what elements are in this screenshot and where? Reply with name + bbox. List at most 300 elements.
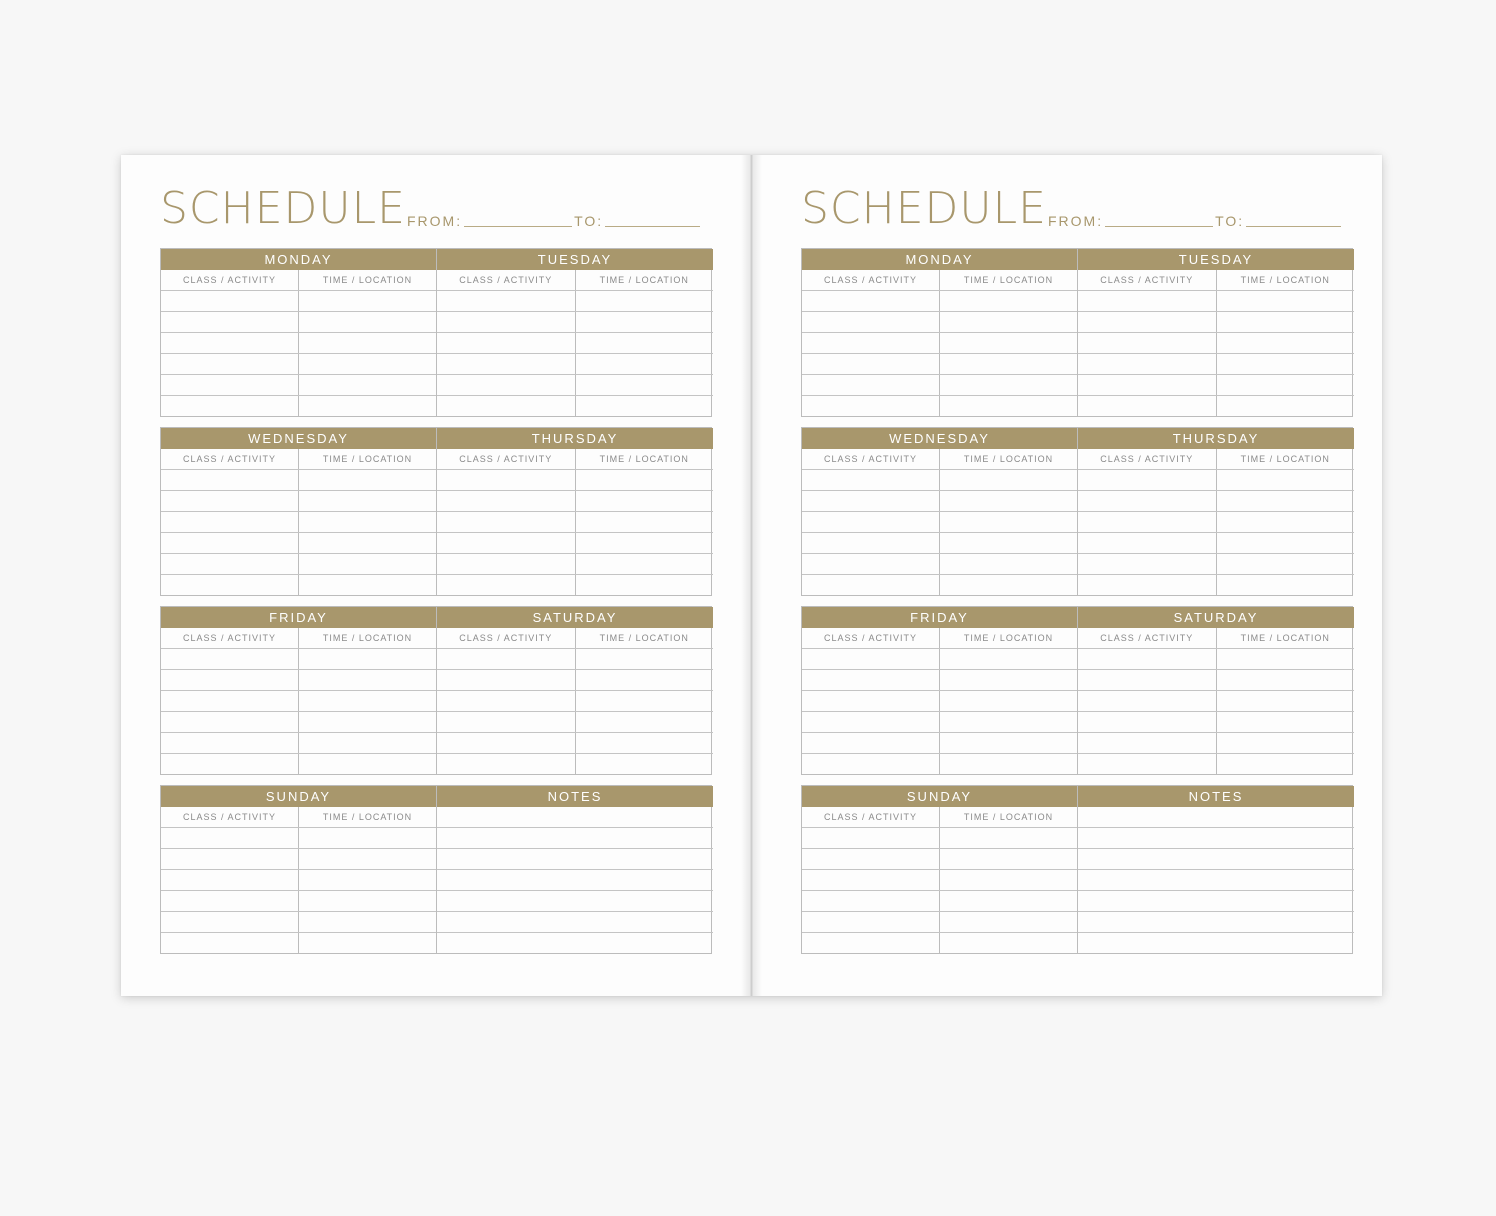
class-activity-cell[interactable]	[161, 649, 299, 669]
time-location-cell[interactable]	[1217, 354, 1355, 374]
class-activity-cell[interactable]	[437, 375, 576, 395]
entry-row	[161, 691, 436, 712]
time-location-cell[interactable]	[299, 849, 436, 869]
class-activity-cell[interactable]	[1078, 712, 1217, 732]
class-activity-cell[interactable]	[1078, 512, 1217, 532]
time-location-cell[interactable]	[1217, 491, 1355, 511]
class-activity-cell[interactable]	[1078, 312, 1217, 332]
entry-row	[437, 670, 713, 691]
time-location-cell[interactable]	[299, 375, 436, 395]
entry-row	[161, 333, 436, 354]
entry-row	[802, 375, 1077, 396]
class-activity-header: CLASS / ACTIVITY	[1078, 628, 1217, 648]
column-headers	[437, 449, 713, 470]
entry-rows	[161, 828, 436, 953]
class-activity-cell[interactable]	[161, 554, 299, 574]
class-activity-cell[interactable]	[802, 333, 940, 353]
class-activity-cell[interactable]	[802, 870, 940, 890]
time-location-cell[interactable]	[576, 354, 714, 374]
notes-line[interactable]	[1078, 849, 1354, 870]
entry-row	[161, 870, 436, 891]
entry-row	[802, 575, 1077, 595]
class-activity-cell[interactable]	[161, 933, 299, 953]
entry-row	[161, 554, 436, 575]
time-location-cell[interactable]	[299, 670, 436, 690]
column-headers	[802, 449, 1077, 470]
class-activity-cell[interactable]	[802, 712, 940, 732]
class-activity-cell[interactable]	[802, 670, 940, 690]
class-activity-cell[interactable]	[802, 733, 940, 753]
class-activity-cell[interactable]	[437, 649, 576, 669]
class-activity-header: CLASS / ACTIVITY	[437, 270, 576, 290]
entry-row	[802, 554, 1077, 575]
time-location-cell[interactable]	[1217, 333, 1355, 353]
entry-row	[802, 533, 1077, 554]
entry-row	[802, 312, 1077, 333]
entry-rows	[161, 291, 436, 416]
day-section	[1078, 428, 1354, 595]
class-activity-cell[interactable]	[437, 491, 576, 511]
time-location-cell[interactable]	[940, 396, 1077, 416]
from-field[interactable]	[1105, 225, 1213, 227]
time-location-cell[interactable]	[576, 396, 714, 416]
class-activity-cell[interactable]	[1078, 754, 1217, 774]
time-location-cell[interactable]	[299, 575, 436, 595]
class-activity-cell[interactable]	[802, 470, 940, 490]
entry-row	[1078, 291, 1354, 312]
time-location-cell[interactable]	[299, 891, 436, 911]
notes-line[interactable]	[437, 891, 713, 912]
entry-row	[802, 712, 1077, 733]
time-location-cell[interactable]	[576, 512, 714, 532]
time-location-cell[interactable]	[299, 333, 436, 353]
class-activity-cell[interactable]	[161, 312, 299, 332]
time-location-cell[interactable]	[940, 470, 1077, 490]
entry-rows	[1078, 291, 1354, 416]
class-activity-cell[interactable]	[437, 333, 576, 353]
entry-row	[161, 912, 436, 933]
time-location-cell[interactable]	[299, 733, 436, 753]
time-location-cell[interactable]	[940, 533, 1077, 553]
entry-row	[1078, 691, 1354, 712]
time-location-cell[interactable]	[576, 670, 714, 690]
column-headers	[437, 628, 713, 649]
class-activity-cell[interactable]	[437, 575, 576, 595]
time-location-cell[interactable]	[299, 512, 436, 532]
class-activity-header: CLASS / ACTIVITY	[161, 628, 299, 648]
time-location-header: TIME / LOCATION	[322, 454, 413, 464]
entry-rows	[802, 291, 1077, 416]
notes-lines	[437, 828, 713, 953]
time-location-cell[interactable]	[299, 554, 436, 574]
entry-row	[1078, 333, 1354, 354]
class-activity-cell[interactable]	[437, 396, 576, 416]
time-location-cell[interactable]	[940, 354, 1077, 374]
class-activity-cell[interactable]	[802, 828, 940, 848]
time-location-cell[interactable]	[940, 670, 1077, 690]
column-headers	[802, 270, 1077, 291]
time-location-cell[interactable]	[576, 649, 714, 669]
entry-row	[437, 649, 713, 670]
schedule-header	[801, 185, 1343, 233]
class-activity-cell[interactable]	[161, 354, 299, 374]
time-location-cell[interactable]	[1217, 533, 1355, 553]
time-location-cell[interactable]	[1217, 575, 1355, 595]
day-pair-block	[160, 785, 712, 954]
entry-rows	[1078, 470, 1354, 595]
entry-row	[802, 733, 1077, 754]
entry-row	[1078, 733, 1354, 754]
time-location-cell[interactable]	[299, 933, 436, 953]
time-location-cell[interactable]	[299, 312, 436, 332]
notes-line[interactable]	[1078, 891, 1354, 912]
time-location-cell[interactable]	[576, 754, 714, 774]
column-headers	[437, 270, 713, 291]
class-activity-cell[interactable]	[437, 312, 576, 332]
class-activity-cell[interactable]	[1078, 491, 1217, 511]
class-activity-cell[interactable]	[802, 312, 940, 332]
entry-row	[802, 333, 1077, 354]
notes-section	[1078, 786, 1354, 953]
notes-line[interactable]	[1078, 870, 1354, 891]
time-location-header: TIME / LOCATION	[322, 275, 413, 285]
class-activity-header: CLASS / ACTIVITY	[161, 270, 299, 290]
class-activity-cell[interactable]	[802, 354, 940, 374]
class-activity-cell[interactable]	[437, 533, 576, 553]
time-location-cell[interactable]	[576, 333, 714, 353]
class-activity-header: CLASS / ACTIVITY	[802, 807, 940, 827]
class-activity-cell[interactable]	[1078, 670, 1217, 690]
class-activity-cell[interactable]	[437, 733, 576, 753]
class-activity-cell[interactable]	[161, 754, 299, 774]
class-activity-cell[interactable]	[1078, 375, 1217, 395]
class-activity-cell[interactable]	[802, 396, 940, 416]
entry-row	[437, 712, 713, 733]
left-page	[121, 155, 741, 996]
class-activity-cell[interactable]	[161, 733, 299, 753]
entry-row	[1078, 396, 1354, 416]
class-activity-cell[interactable]	[161, 849, 299, 869]
class-activity-cell[interactable]	[437, 291, 576, 311]
class-activity-cell[interactable]	[1078, 649, 1217, 669]
entry-row	[437, 512, 713, 533]
schedule-header	[160, 185, 702, 233]
class-activity-cell[interactable]	[802, 554, 940, 574]
time-location-cell[interactable]	[1217, 512, 1355, 532]
day-pair-block	[160, 606, 712, 775]
time-location-header: TIME / LOCATION	[322, 812, 413, 822]
class-activity-cell[interactable]	[802, 849, 940, 869]
entry-row	[1078, 512, 1354, 533]
time-location-cell[interactable]	[1217, 470, 1355, 490]
class-activity-cell[interactable]	[161, 491, 299, 511]
class-activity-cell[interactable]	[161, 912, 299, 932]
class-activity-header: CLASS / ACTIVITY	[437, 449, 576, 469]
time-location-cell[interactable]	[576, 575, 714, 595]
to-field[interactable]	[1246, 225, 1341, 227]
time-location-cell[interactable]	[940, 828, 1077, 848]
time-location-cell[interactable]	[576, 312, 714, 332]
notes-header: NOTES	[1078, 786, 1354, 807]
time-location-cell[interactable]	[299, 691, 436, 711]
time-location-cell[interactable]	[940, 870, 1077, 890]
class-activity-cell[interactable]	[802, 933, 940, 953]
day-section	[802, 249, 1078, 416]
class-activity-cell[interactable]	[161, 470, 299, 490]
entry-row	[437, 291, 713, 312]
class-activity-cell[interactable]	[437, 354, 576, 374]
time-location-cell[interactable]	[940, 933, 1077, 953]
entry-row	[1078, 470, 1354, 491]
day-section	[161, 607, 437, 774]
time-location-cell[interactable]	[576, 733, 714, 753]
time-location-cell[interactable]	[576, 691, 714, 711]
date-range	[1048, 213, 1343, 229]
entry-rows	[802, 649, 1077, 774]
time-location-cell[interactable]	[299, 491, 436, 511]
class-activity-cell[interactable]	[437, 691, 576, 711]
time-location-cell[interactable]	[299, 396, 436, 416]
notes-line[interactable]	[437, 828, 713, 849]
time-location-cell[interactable]	[940, 554, 1077, 574]
class-activity-cell[interactable]	[161, 712, 299, 732]
time-location-cell[interactable]	[940, 754, 1077, 774]
entry-row	[802, 291, 1077, 312]
entry-row	[437, 575, 713, 595]
time-location-cell[interactable]	[1217, 291, 1355, 311]
entry-row	[437, 554, 713, 575]
column-headers	[161, 270, 436, 291]
from-field[interactable]	[464, 225, 572, 227]
class-activity-cell[interactable]	[161, 670, 299, 690]
class-activity-cell[interactable]	[1078, 354, 1217, 374]
time-location-cell[interactable]	[1217, 670, 1355, 690]
time-location-cell[interactable]	[299, 533, 436, 553]
class-activity-cell[interactable]	[161, 333, 299, 353]
class-activity-cell[interactable]	[437, 754, 576, 774]
time-location-cell[interactable]	[576, 491, 714, 511]
time-location-cell[interactable]	[576, 554, 714, 574]
time-location-cell[interactable]	[940, 712, 1077, 732]
entry-row	[802, 470, 1077, 491]
class-activity-cell[interactable]	[161, 870, 299, 890]
day-pair-block	[801, 785, 1353, 954]
notes-line[interactable]	[1078, 933, 1354, 953]
time-location-header: TIME / LOCATION	[963, 454, 1054, 464]
entry-row	[437, 470, 713, 491]
class-activity-cell[interactable]	[161, 375, 299, 395]
class-activity-cell[interactable]	[802, 291, 940, 311]
time-location-cell[interactable]	[576, 533, 714, 553]
time-location-cell[interactable]	[940, 375, 1077, 395]
day-header: MONDAY	[802, 249, 1077, 270]
notes-line[interactable]	[437, 807, 713, 828]
time-location-cell[interactable]	[1217, 649, 1355, 669]
day-pair-block	[801, 427, 1353, 596]
entry-row	[437, 533, 713, 554]
class-activity-cell[interactable]	[802, 691, 940, 711]
time-location-cell[interactable]	[576, 291, 714, 311]
right-page	[762, 155, 1382, 996]
time-location-header: TIME / LOCATION	[1240, 275, 1330, 285]
class-activity-cell[interactable]	[161, 291, 299, 311]
schedule-grid	[160, 248, 702, 964]
entry-row	[161, 828, 436, 849]
day-header: SUNDAY	[802, 786, 1077, 807]
class-activity-cell[interactable]	[161, 691, 299, 711]
class-activity-cell[interactable]	[802, 912, 940, 932]
class-activity-cell[interactable]	[802, 491, 940, 511]
entry-row	[161, 891, 436, 912]
class-activity-cell[interactable]	[437, 554, 576, 574]
notes-line[interactable]	[437, 870, 713, 891]
notes-line[interactable]	[1078, 807, 1354, 828]
entry-row	[161, 291, 436, 312]
class-activity-cell[interactable]	[802, 512, 940, 532]
notes-line[interactable]	[1078, 828, 1354, 849]
time-location-cell[interactable]	[1217, 396, 1355, 416]
time-location-cell[interactable]	[940, 691, 1077, 711]
time-location-cell[interactable]	[940, 512, 1077, 532]
time-location-cell[interactable]	[299, 754, 436, 774]
class-activity-cell[interactable]	[1078, 554, 1217, 574]
time-location-cell[interactable]	[299, 712, 436, 732]
time-location-cell[interactable]	[940, 891, 1077, 911]
class-activity-cell[interactable]	[161, 396, 299, 416]
column-headers	[161, 449, 436, 470]
from-label: FROM:	[1048, 213, 1104, 229]
class-activity-cell[interactable]	[802, 575, 940, 595]
entry-rows	[161, 470, 436, 595]
time-location-cell[interactable]	[940, 333, 1077, 353]
notes-line[interactable]	[437, 912, 713, 933]
class-activity-cell[interactable]	[1078, 691, 1217, 711]
entry-row	[161, 670, 436, 691]
time-location-cell[interactable]	[940, 849, 1077, 869]
entry-row	[1078, 375, 1354, 396]
time-location-cell[interactable]	[299, 649, 436, 669]
entry-row	[437, 754, 713, 774]
entry-row	[1078, 312, 1354, 333]
entry-row	[161, 649, 436, 670]
time-location-cell[interactable]	[940, 649, 1077, 669]
class-activity-cell[interactable]	[437, 512, 576, 532]
time-location-cell[interactable]	[1217, 733, 1355, 753]
entry-row	[161, 312, 436, 333]
entry-row	[1078, 649, 1354, 670]
class-activity-cell[interactable]	[1078, 470, 1217, 490]
notes-line[interactable]	[1078, 912, 1354, 933]
entry-row	[1078, 533, 1354, 554]
class-activity-header: CLASS / ACTIVITY	[161, 807, 299, 827]
time-location-cell[interactable]	[1217, 312, 1355, 332]
entry-row	[1078, 670, 1354, 691]
day-header: TUESDAY	[1078, 249, 1354, 270]
class-activity-cell[interactable]	[802, 754, 940, 774]
entry-rows	[161, 649, 436, 774]
class-activity-cell[interactable]	[437, 470, 576, 490]
day-section	[1078, 607, 1354, 774]
entry-row	[802, 933, 1077, 953]
entry-row	[802, 754, 1077, 774]
time-location-cell[interactable]	[1217, 554, 1355, 574]
time-location-cell[interactable]	[940, 733, 1077, 753]
class-activity-cell[interactable]	[1078, 396, 1217, 416]
time-location-cell[interactable]	[940, 291, 1077, 311]
time-location-header: TIME / LOCATION	[599, 275, 689, 285]
time-location-cell[interactable]	[299, 870, 436, 890]
time-location-cell[interactable]	[299, 354, 436, 374]
class-activity-cell[interactable]	[1078, 733, 1217, 753]
class-activity-cell[interactable]	[1078, 575, 1217, 595]
entry-row	[802, 491, 1077, 512]
time-location-cell[interactable]	[576, 470, 714, 490]
class-activity-cell[interactable]	[802, 891, 940, 911]
class-activity-cell[interactable]	[161, 533, 299, 553]
time-location-header: TIME / LOCATION	[599, 633, 689, 643]
entry-row	[802, 849, 1077, 870]
class-activity-cell[interactable]	[1078, 333, 1217, 353]
day-header: THURSDAY	[437, 428, 713, 449]
time-location-cell[interactable]	[576, 712, 714, 732]
notes-line[interactable]	[437, 933, 713, 953]
class-activity-header: CLASS / ACTIVITY	[802, 628, 940, 648]
time-location-cell[interactable]	[940, 912, 1077, 932]
class-activity-cell[interactable]	[1078, 291, 1217, 311]
time-location-cell[interactable]	[940, 575, 1077, 595]
entry-row	[437, 491, 713, 512]
to-field[interactable]	[605, 225, 700, 227]
time-location-cell[interactable]	[299, 291, 436, 311]
day-header: SATURDAY	[1078, 607, 1354, 628]
time-location-cell[interactable]	[940, 491, 1077, 511]
time-location-cell[interactable]	[940, 312, 1077, 332]
entry-row	[437, 396, 713, 416]
time-location-cell[interactable]	[1217, 754, 1355, 774]
class-activity-cell[interactable]	[161, 575, 299, 595]
notes-line[interactable]	[437, 849, 713, 870]
entry-row	[437, 312, 713, 333]
class-activity-cell[interactable]	[437, 670, 576, 690]
schedule-grid	[801, 248, 1343, 964]
time-location-cell[interactable]	[299, 828, 436, 848]
time-location-cell[interactable]	[1217, 375, 1355, 395]
class-activity-cell[interactable]	[161, 891, 299, 911]
class-activity-cell[interactable]	[802, 375, 940, 395]
entry-row	[802, 354, 1077, 375]
time-location-cell[interactable]	[1217, 712, 1355, 732]
column-headers	[161, 807, 436, 828]
entry-row	[437, 733, 713, 754]
class-activity-cell[interactable]	[1078, 533, 1217, 553]
time-location-cell[interactable]	[1217, 691, 1355, 711]
time-location-header: TIME / LOCATION	[322, 633, 413, 643]
class-activity-cell[interactable]	[437, 712, 576, 732]
class-activity-cell[interactable]	[802, 649, 940, 669]
entry-row	[161, 933, 436, 953]
class-activity-cell[interactable]	[802, 533, 940, 553]
time-location-cell[interactable]	[576, 375, 714, 395]
class-activity-cell[interactable]	[161, 512, 299, 532]
time-location-cell[interactable]	[299, 470, 436, 490]
day-header: TUESDAY	[437, 249, 713, 270]
day-section	[161, 428, 437, 595]
time-location-cell[interactable]	[299, 912, 436, 932]
from-label: FROM:	[407, 213, 463, 229]
entry-row	[437, 333, 713, 354]
entry-rows	[802, 828, 1077, 953]
class-activity-cell[interactable]	[161, 828, 299, 848]
